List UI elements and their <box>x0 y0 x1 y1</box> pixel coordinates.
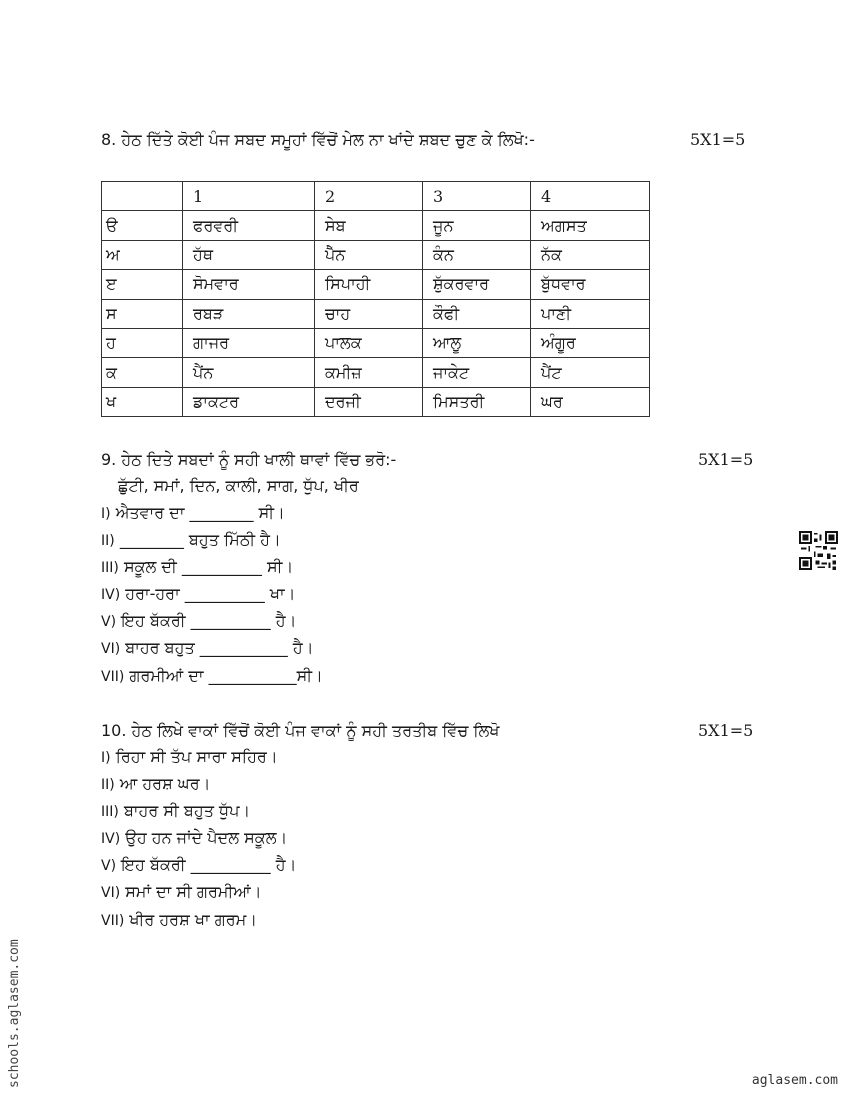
table-cell: ਪੈੱਨ <box>315 240 423 269</box>
item-number: VI) <box>101 641 121 657</box>
table-row <box>102 211 650 240</box>
item-text: ਗਰਮੀਆਂ ਦਾ ___________ਸੀ। <box>129 666 323 685</box>
q9-item <box>101 611 296 632</box>
table-cell: ਆਲੂ <box>423 328 531 357</box>
q10-title: 10. ਹੇਠ ਲਿਖੇ ਵਾਕਾਂ ਵਿੱਚੋਂ ਕੋਈ ਪੰਜ ਵਾਕਾਂ ਨੂੰ ਸਹੀ ਤਰਤੀਬ ਵਿੱਚ ਲਿਖੋ <box>101 721 500 740</box>
table-cell: ਪੈਂਟ <box>531 358 650 387</box>
table-cell: ਸ <box>102 299 183 328</box>
table-cell: ਪਾਲਕ <box>315 328 423 357</box>
table-cell: ਮਿਸਤਰੀ <box>423 387 531 416</box>
item-number: III) <box>101 804 119 820</box>
table-cell: 4 <box>531 182 650 211</box>
table-row <box>102 328 650 357</box>
q10-item <box>101 774 210 795</box>
item-text: ਬਾਹਰ ਸੀ ਬਹੁਤ ਧੁੱਪ। <box>123 801 251 820</box>
table-row <box>102 358 650 387</box>
q10-item <box>101 910 257 931</box>
table-cell: ਅ <box>102 240 183 269</box>
qr-code-icon <box>799 531 838 570</box>
table-cell: ਗਾਜਰ <box>183 328 315 357</box>
item-number: VI) <box>101 885 121 901</box>
q9-item <box>101 638 313 659</box>
table-cell: ਰਬੜ <box>183 299 315 328</box>
item-number: IV) <box>101 831 121 847</box>
item-number: III) <box>101 560 119 576</box>
q9-word-bank: ਛੁੱਟੀ, ਸਮਾਂ, ਦਿਨ, ਕਾਲੀ, ਸਾਗ, ਧੁੱਪ, ਖੀਰ <box>118 476 359 495</box>
table-cell: ਸ਼ੁੱਕਰਵਾਰ <box>423 270 531 299</box>
table-cell: ਖ <box>102 387 183 416</box>
item-text: ਬਾਹਰ ਬਹੁਤ ___________ ਹੈ। <box>125 638 314 657</box>
item-text: ਉਹ ਹਨ ਜਾਂਦੇ ਪੈਦਲ ਸਕੂਲ। <box>125 828 288 847</box>
table-cell: ਜੂਨ <box>423 211 531 240</box>
table-cell: ੳ <box>102 211 183 240</box>
table-cell: 1 <box>183 182 315 211</box>
table-cell: ਅਗਸਤ <box>531 211 650 240</box>
item-number: VII) <box>101 913 125 929</box>
table-cell: ਦਰਜੀ <box>315 387 423 416</box>
table-cell: ਪਾਣੀ <box>531 299 650 328</box>
table-cell: ਹੱਥ <box>183 240 315 269</box>
item-text: ਸਮਾਂ ਦਾ ਸੀ ਗਰਮੀਆਂ। <box>125 882 262 901</box>
item-text: ਰਿਹਾ ਸੀ ਤੱਪ ਸਾਰਾ ਸਹਿਰ। <box>115 747 278 766</box>
table-cell: ਕੌਫੀ <box>423 299 531 328</box>
item-number: II) <box>101 777 115 793</box>
q8-marks: 5X1=5 <box>690 130 746 149</box>
table-cell: 3 <box>423 182 531 211</box>
item-text: ਇਹ ਬੱਕਰੀ __________ ਹੈ। <box>121 611 297 630</box>
table-cell: ਕਮੀਜ਼ <box>315 358 423 387</box>
q10-item <box>101 882 262 903</box>
q10-item <box>101 828 287 849</box>
table-cell: ਅੰਗੂਰ <box>531 328 650 357</box>
footer-watermark: aglasem.com <box>751 1073 838 1088</box>
item-number: II) <box>101 533 115 549</box>
table-header-row <box>102 182 650 211</box>
table-row <box>102 299 650 328</box>
item-text: ਹਰਾ-ਹਰਾ __________ ਖਾ। <box>125 584 296 603</box>
q10-marks: 5X1=5 <box>698 721 754 740</box>
table-cell: ਬੁੱਧਵਾਰ <box>531 270 650 299</box>
table-cell: ਨੱਕ <box>531 240 650 269</box>
q9-item <box>101 503 285 524</box>
item-number: VII) <box>101 669 125 685</box>
item-text: ਆ ਹਰਸ਼ ਘਰ। <box>119 774 211 793</box>
table-cell: ਸੇਬ <box>315 211 423 240</box>
q9-title: 9. ਹੇਠ ਦਿਤੇ ਸਬਦਾਂ ਨੂੰ ਸਹੀ ਖਾਲੀ ਥਾਵਾਂ ਵਿੱਚ ਭਰੋ:- <box>101 450 397 469</box>
table-row <box>102 387 650 416</box>
item-number: I) <box>101 506 111 522</box>
table-cell: ਡਾਕਟਰ <box>183 387 315 416</box>
table-cell: ੲ <box>102 270 183 299</box>
item-text: ________ ਬਹੁਤ ਮਿੱਠੀ ਹੈ। <box>119 530 281 549</box>
q9-marks: 5X1=5 <box>698 450 754 469</box>
q9-item <box>101 584 295 605</box>
q9-item <box>101 557 293 578</box>
item-text: ਐਤਵਾਰ ਦਾ ________ ਸੀ। <box>115 503 285 522</box>
table-cell: ਸਿਪਾਹੀ <box>315 270 423 299</box>
q8-title: 8. ਹੇਠ ਦਿੱਤੇ ਕੋਈ ਪੰਜ ਸਬਦ ਸਮੂਹਾਂ ਵਿੱਚੋਂ ਮੇਲ ਨਾ ਖਾਂਦੇ ਸ਼ਬਦ ਚੁਣ ਕੇ ਲਿਖੋ:- <box>101 130 535 149</box>
q9-item <box>101 530 281 551</box>
item-number: IV) <box>101 587 121 603</box>
q10-item <box>101 855 296 876</box>
item-text: ਸਕੂਲ ਦੀ __________ ਸੀ। <box>123 557 294 576</box>
table-cell: ਫਰਵਰੀ <box>183 211 315 240</box>
table-cell: ਘਰ <box>531 387 650 416</box>
table-cell: ਚਾਹ <box>315 299 423 328</box>
q10-item <box>101 747 278 768</box>
item-number: V) <box>101 614 117 630</box>
table-cell: ਕ <box>102 358 183 387</box>
table-cell: 2 <box>315 182 423 211</box>
table-cell: ਹ <box>102 328 183 357</box>
side-watermark: schools.aglasem.com <box>7 939 22 1088</box>
table-row <box>102 270 650 299</box>
table-cell: ਸੋਮਵਾਰ <box>183 270 315 299</box>
q9-item <box>101 666 323 687</box>
table-cell: ਜਾਕੇਟ <box>423 358 531 387</box>
q8-table <box>101 181 650 417</box>
table-cell: ਪੈਂਨ <box>183 358 315 387</box>
item-number: I) <box>101 750 111 766</box>
item-number: V) <box>101 858 117 874</box>
table-cell <box>102 182 183 211</box>
table-cell: ਕੰਨ <box>423 240 531 269</box>
item-text: ਖੀਰ ਹਰਸ਼ ਖਾ ਗਰਮ। <box>129 910 258 929</box>
q10-item <box>101 801 250 822</box>
table-row <box>102 240 650 269</box>
item-text: ਇਹ ਬੱਕਰੀ __________ ਹੈ। <box>121 855 297 874</box>
